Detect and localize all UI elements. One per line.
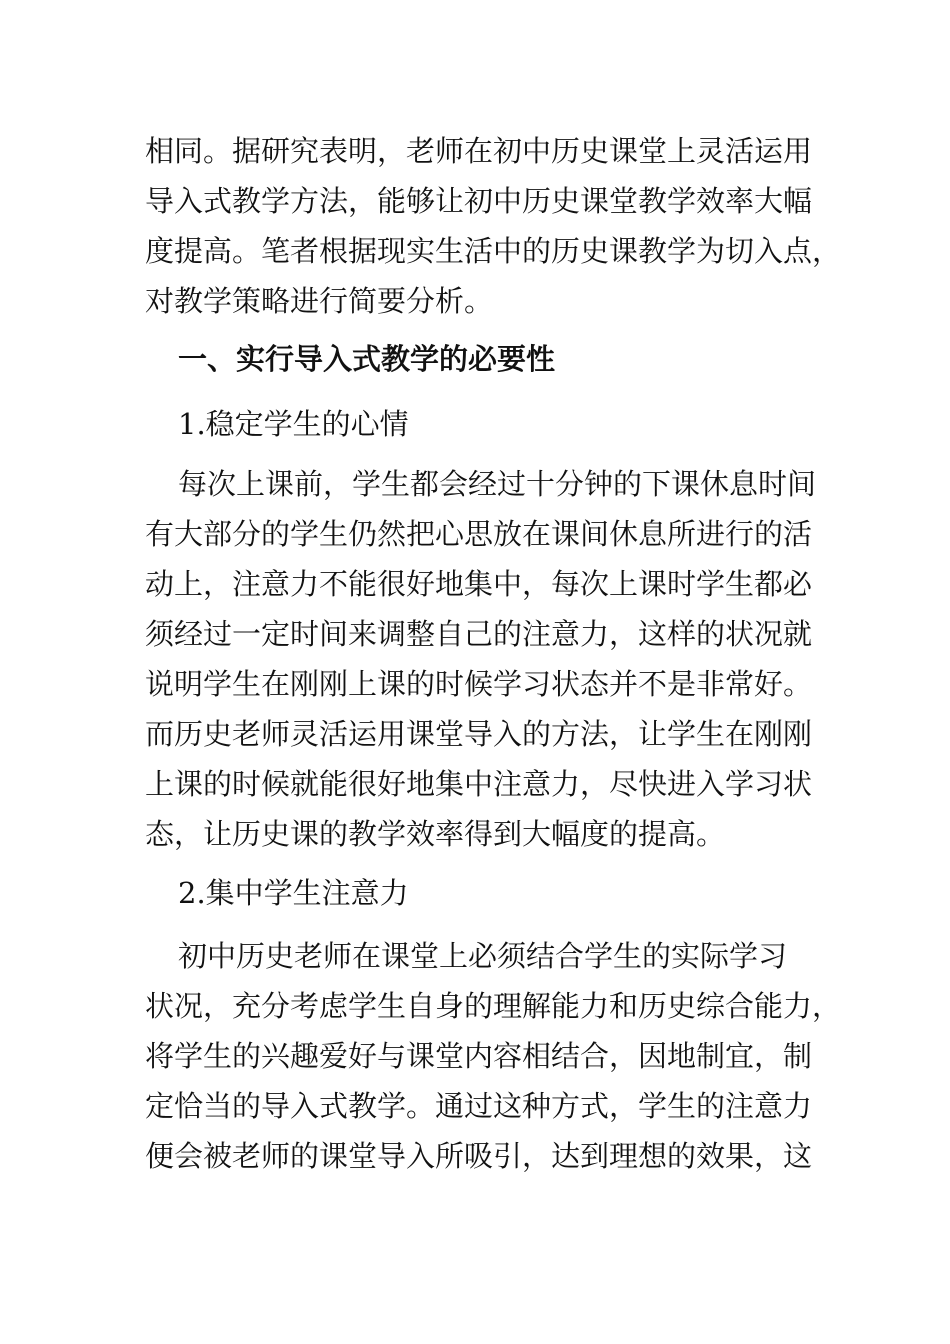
paragraph-line: 相同。据研究表明，老师在初中历史课堂上灵活运用: [145, 134, 813, 168]
paragraph-line: 便会被老师的课堂导入所吸引，达到理想的效果，这: [145, 1139, 813, 1173]
paragraph-line: 初中历史老师在课堂上必须结合学生的实际学习: [178, 939, 788, 973]
paragraph-line: 态，让历史课的教学效率得到大幅度的提高。: [145, 817, 726, 851]
paragraph-line: 导入式教学方法，能够让初中历史课堂教学效率大幅: [145, 184, 813, 218]
paragraph-line: 而历史老师灵活运用课堂导入的方法，让学生在刚刚: [145, 717, 813, 751]
subheading-focus-attention: 2.集中学生注意力: [178, 876, 409, 910]
section-heading: 一、实行导入式教学的必要性: [178, 342, 556, 376]
paragraph-line: 动上，注意力不能很好地集中，每次上课时学生都必: [145, 567, 813, 601]
paragraph-line: 上课的时候就能很好地集中注意力，尽快进入学习状: [145, 767, 813, 801]
paragraph-line: 度提高。笔者根据现实生活中的历史课教学为切入点，: [145, 234, 842, 268]
paragraph-line: 将学生的兴趣爱好与课堂内容相结合，因地制宜，制: [145, 1039, 813, 1073]
paragraph-line: 说明学生在刚刚上课的时候学习状态并不是非常好。: [145, 667, 813, 701]
paragraph-line: 状况，充分考虑学生自身的理解能力和历史综合能力，: [145, 989, 842, 1023]
paragraph-line: 定恰当的导入式教学。通过这种方式，学生的注意力: [145, 1089, 813, 1123]
paragraph-line: 有大部分的学生仍然把心思放在课间休息所进行的活: [145, 517, 813, 551]
subheading-stabilize-mood: 1.稳定学生的心情: [178, 407, 409, 441]
paragraph-line: 每次上课前，学生都会经过十分钟的下课休息时间: [178, 467, 817, 501]
paragraph-line: 须经过一定时间来调整自己的注意力，这样的状况就: [145, 617, 813, 651]
paragraph-line: 对教学策略进行简要分析。: [145, 284, 494, 318]
